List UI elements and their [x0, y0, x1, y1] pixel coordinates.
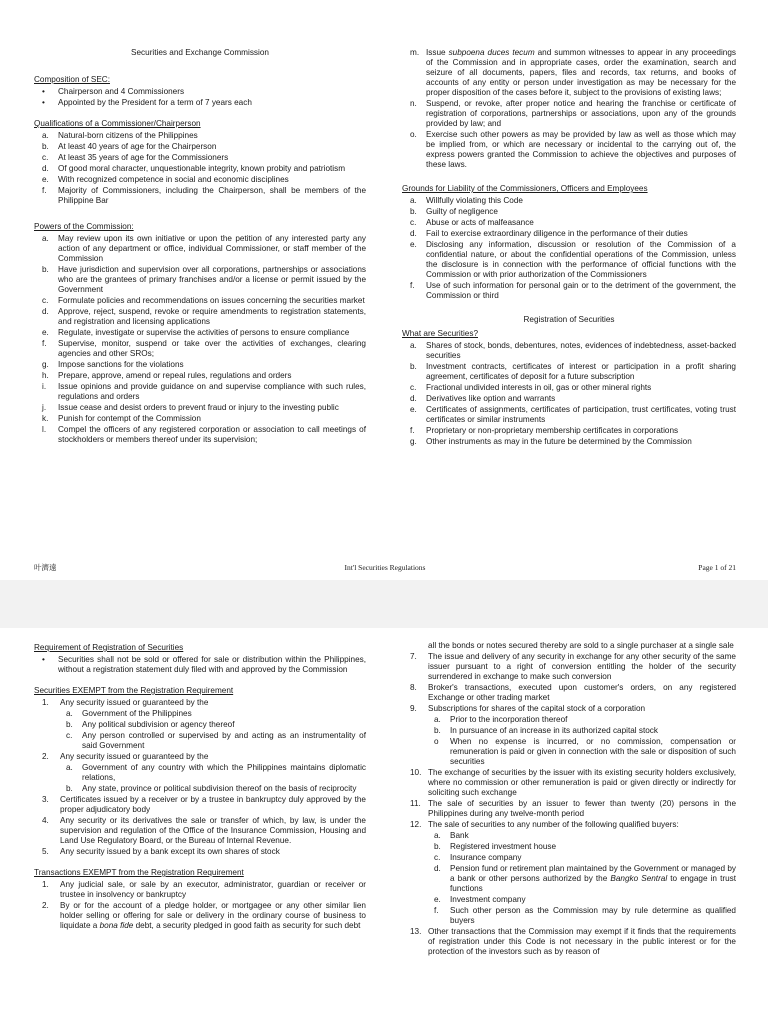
- page1-footer: [34, 563, 736, 575]
- page2-right-column: [402, 641, 736, 958]
- sub-list-item: [428, 726, 736, 736]
- footer-course: Int'l Securities Regulations: [344, 563, 426, 572]
- list-item: [402, 704, 736, 714]
- list-item-text: Securities shall not be sold or offered for sale or distribution within the Philippines, without a registration statement duly filed with and approved by the Commission: [58, 655, 366, 674]
- list-item: [402, 207, 736, 217]
- text-run: Prior to the incorporation thereof: [450, 715, 568, 724]
- list-marker: d.: [410, 229, 417, 238]
- list-marker: d.: [410, 394, 417, 403]
- requirement-section: [34, 643, 366, 675]
- list-marker: d.: [434, 864, 441, 873]
- list-item: [402, 405, 736, 425]
- list-item: [34, 175, 366, 185]
- list-item-text: Proprietary or non-proprietary membership certificates in corporations: [426, 426, 679, 435]
- list-item-text: At least 40 years of age for the Chairperson: [58, 142, 217, 151]
- list-marker: a.: [410, 341, 417, 350]
- requirement-list: [34, 655, 366, 675]
- list-marker: e.: [42, 328, 49, 337]
- liability-heading: Grounds for Liability of the Commissioners, Officers and Employees: [402, 184, 648, 193]
- sub-list-item: [428, 906, 736, 926]
- list-item-text: Certificates of assignments, certificates of participation, trust certificates, voting trust certificates or similar instruments: [426, 405, 736, 424]
- list-item-text: Other instruments as may in the future be determined by the Commission: [426, 437, 692, 446]
- list-item-text: Majority of Commissioners, including the Chairperson, shall be members of the Philippine Bar: [58, 186, 366, 205]
- list-marker: b.: [66, 784, 73, 793]
- list-item: [34, 98, 366, 108]
- list-marker: g.: [42, 360, 49, 369]
- text-run: Exercise such other powers as may be provided by law as well as those which may be implied from, or which are necessary or incidental to the carrying out of, the express powers granted the Commission to achieve the objectives and purposes of these laws.: [426, 130, 736, 169]
- page1-right-column: [402, 48, 736, 458]
- text-run: By or for the account of a pledge holder, or mortgagee or any other similar lien holder selling or offering for sale or delivery in the ordinary course of business to liquidate a: [60, 901, 366, 930]
- list-marker: k.: [42, 414, 49, 423]
- page-gap: [0, 580, 768, 628]
- list-marker: c.: [66, 731, 73, 740]
- list-marker: f.: [410, 281, 415, 290]
- list-item: [34, 816, 366, 846]
- list-item-text: [428, 652, 736, 682]
- list-item: [34, 795, 366, 815]
- sub-list-item: [428, 737, 736, 767]
- list-item-text: Any political subdivision or agency thereof: [82, 720, 235, 729]
- list-marker: 12.: [410, 820, 422, 829]
- list-item-text: [450, 853, 736, 863]
- list-item-text: [450, 715, 736, 725]
- list-marker: n.: [410, 99, 417, 108]
- list-item-text: Any person controlled or supervised by and acting as an instrumentality of said Government: [82, 731, 366, 750]
- transactions-continued-list: [402, 652, 736, 957]
- list-item-text: Derivatives like option and warrants: [426, 394, 556, 403]
- list-marker: f.: [434, 906, 439, 915]
- sub-list-item: [428, 842, 736, 852]
- list-item: [402, 383, 736, 393]
- exempt-securities-list: [34, 698, 366, 857]
- exempt-transactions-section: [34, 868, 366, 931]
- list-marker: c.: [42, 296, 49, 305]
- text-run: Any judicial sale, or sale by an executor, administrator, guardian or receiver or trustee in insolvency or bankruptcy: [60, 880, 366, 899]
- list-item-text: Chairperson and 4 Commissioners: [58, 87, 185, 96]
- list-item: [34, 339, 366, 359]
- list-marker: a.: [66, 763, 73, 772]
- list-item-text: Have jurisdiction and supervision over all corporations, partnerships or associations who are the grantees of primary franchises and/or a license or permit issued by the Government: [58, 265, 366, 294]
- securities-list: [402, 341, 736, 447]
- list-item-text: [450, 895, 736, 905]
- list-marker: c.: [410, 383, 417, 392]
- list-item: [34, 371, 366, 381]
- list-item-text: [428, 768, 736, 798]
- list-marker: 1.: [42, 698, 49, 707]
- securities-section: [402, 329, 736, 447]
- securities-heading: What are Securities?: [402, 329, 478, 338]
- list-item-text: Of good moral character, unquestionable integrity, known probity and patriotism: [58, 164, 346, 173]
- list-marker: e.: [410, 240, 417, 249]
- list-item: [34, 307, 366, 327]
- list-marker: a.: [434, 831, 441, 840]
- list-item: [34, 328, 366, 338]
- list-marker: 7.: [410, 652, 417, 661]
- list-marker: g.: [410, 437, 417, 446]
- sub-list: [34, 709, 366, 751]
- sub-list-item: [428, 715, 736, 725]
- list-marker: c.: [434, 853, 441, 862]
- list-item: [402, 927, 736, 957]
- list-item-text: Issue opinions and provide guidance on and supervise compliance with such rules, regulations and orders: [58, 382, 366, 401]
- list-item-text: [428, 704, 736, 714]
- list-item: [402, 437, 736, 447]
- list-marker: f.: [410, 426, 415, 435]
- list-item: [402, 281, 736, 301]
- list-item: [34, 265, 366, 295]
- list-item-text: [450, 831, 736, 841]
- list-item-text: Shares of stock, bonds, debentures, notes, evidences of indebtedness, asset-backed securities: [426, 341, 736, 360]
- list-marker: •: [42, 87, 45, 96]
- list-marker: m.: [410, 48, 420, 57]
- footer-page-number: Page 1 of 21: [698, 563, 736, 572]
- list-marker: i.: [42, 382, 47, 391]
- list-item: [402, 130, 736, 170]
- powers-heading: Powers of the Commission:: [34, 222, 134, 231]
- list-marker: 10.: [410, 768, 422, 777]
- list-marker: 13.: [410, 927, 422, 936]
- list-item-text: With recognized competence in social and economic disciplines: [58, 175, 289, 184]
- list-item: [34, 901, 366, 931]
- list-marker: d.: [42, 164, 49, 173]
- text-run: Issue: [426, 48, 449, 57]
- emphasis-text: subpoena duces tecum: [448, 48, 535, 57]
- list-marker: a.: [410, 196, 417, 205]
- list-marker: b.: [42, 265, 49, 274]
- list-item-text: At least 35 years of age for the Commissioners: [58, 153, 229, 162]
- list-item: [402, 229, 736, 239]
- list-marker: l.: [42, 425, 47, 434]
- list-item: [402, 820, 736, 830]
- list-item-text: [428, 799, 736, 819]
- list-item: [34, 131, 366, 141]
- list-item-text: Guilty of negligence: [426, 207, 498, 216]
- list-marker: 1.: [42, 880, 49, 889]
- requirement-heading: Requirement of Registration of Securities: [34, 643, 184, 652]
- text-run: Subscriptions for shares of the capital stock of a corporation: [428, 704, 646, 713]
- list-item-text: Approve, reject, suspend, revoke or require amendments to registration statements, and registration and licensing applications: [58, 307, 366, 326]
- list-marker: 9.: [410, 704, 417, 713]
- list-item-text: [426, 48, 736, 98]
- list-item: [34, 296, 366, 306]
- list-marker: a.: [42, 131, 49, 140]
- list-item: [402, 48, 736, 98]
- exempt-transactions-heading: Transactions EXEMPT from the Registration Requirement: [34, 868, 244, 877]
- list-item-text: [428, 927, 736, 957]
- sub-list: [34, 763, 366, 794]
- list-item-text: [450, 842, 736, 852]
- list-item: [34, 87, 366, 97]
- qualifications-heading: Qualifications of a Commissioner/Chairperson: [34, 119, 201, 128]
- list-marker: 5.: [42, 847, 49, 856]
- sub-list-item: [428, 895, 736, 905]
- list-item: [34, 655, 366, 675]
- list-item-text: Any security or its derivatives the sale or transfer of which, by law, is under the supervision and regulation of the Office of the Insurance Commission, Housing and Land Use Regulatory Board, or the Bureau of Internal Revenue.: [60, 816, 366, 845]
- list-item-text: [428, 683, 736, 703]
- list-item-text: Willfully violating this Code: [426, 196, 523, 205]
- sub-list-item: [60, 720, 366, 730]
- list-item: [402, 196, 736, 206]
- powers-continued-list: [402, 48, 736, 170]
- list-item-text: Formulate policies and recommendations on issues concerning the securities market: [58, 296, 365, 305]
- list-item: [34, 164, 366, 174]
- list-item-text: Punish for contempt of the Commission: [58, 414, 201, 423]
- footer-author: 叶濟遠: [34, 563, 57, 572]
- list-marker: o.: [410, 130, 417, 139]
- list-marker: 2.: [42, 901, 49, 910]
- list-marker: b.: [434, 726, 441, 735]
- list-item-text: Any security issued or guaranteed by the: [60, 752, 209, 761]
- list-marker: 3.: [42, 795, 49, 804]
- list-item-text: Government of the Philippines: [82, 709, 192, 718]
- sub-list-item: [60, 763, 366, 783]
- list-marker: c.: [42, 153, 49, 162]
- list-item-text: Government of any country with which the Philippines maintains diplomatic relations,: [82, 763, 366, 782]
- text-run: Pension fund or retirement plan maintained by the Government or managed by a bank or other persons authorized by the: [450, 864, 736, 883]
- sub-list-item: [428, 864, 736, 894]
- text-run: to engage in trust functions: [450, 874, 736, 893]
- list-marker: e.: [434, 895, 441, 904]
- composition-list: [34, 87, 366, 108]
- list-marker: b.: [410, 207, 417, 216]
- sub-list-item: [428, 831, 736, 841]
- exempt-securities-section: [34, 686, 366, 857]
- text-run: When no expense is incurred, or no commission, compensation or remuneration is paid or given in connection with the sale or disposition of such securities: [450, 737, 736, 766]
- list-item: [34, 752, 366, 762]
- list-item: [402, 99, 736, 129]
- text-run: The issue and delivery of any security in exchange for any other security of the same issuer pursuant to a right of conversion entitling the holder of the security surrendered in exchange to make such conversion: [428, 652, 736, 681]
- text-run: Investment company: [450, 895, 526, 904]
- list-item-text: [450, 906, 736, 926]
- text-run: In pursuance of an increase in its authorized capital stock: [450, 726, 658, 735]
- composition-heading: Composition of SEC:: [34, 75, 110, 84]
- list-item-text: Regulate, investigate or supervise the activities of persons to ensure compliance: [58, 328, 350, 337]
- list-item-text: [426, 99, 736, 129]
- list-marker: j.: [42, 403, 47, 412]
- composition-section: [34, 75, 366, 108]
- sub-list: [402, 715, 736, 767]
- list-item-text: Impose sanctions for the violations: [58, 360, 184, 369]
- list-item: [402, 394, 736, 404]
- list-item-text: Fractional undivided interests in oil, gas or other mineral rights: [426, 383, 652, 392]
- list-item-text: Any security issued or guaranteed by the: [60, 698, 209, 707]
- list-item: [402, 652, 736, 682]
- list-item: [402, 683, 736, 703]
- list-item-text: Compel the officers of any registered corporation or association to call meetings of stockholders or members thereof under its supervision;: [58, 425, 366, 444]
- list-item-text: [60, 901, 366, 931]
- list-item: [34, 142, 366, 152]
- text-run: Registered investment house: [450, 842, 557, 851]
- list-marker: 4.: [42, 816, 49, 825]
- list-item-text: Abuse or acts of malfeasance: [426, 218, 534, 227]
- list-item: [34, 403, 366, 413]
- list-item-text: Any security issued by a bank except its own shares of stock: [60, 847, 280, 856]
- list-marker: b.: [66, 720, 73, 729]
- list-item-text: [450, 737, 736, 767]
- list-item-text: Issue cease and desist orders to prevent fraud or injury to the investing public: [58, 403, 339, 412]
- list-item: [402, 218, 736, 228]
- list-marker: c.: [410, 218, 417, 227]
- list-item-text: Any state, province or political subdivision thereof on the basis of reciprocity: [82, 784, 357, 793]
- list-item-text: Supervise, monitor, suspend or take over the activities of exchanges, clearing agencies and other SROs;: [58, 339, 366, 358]
- text-run: Other transactions that the Commission may exempt if it finds that the requirements of registration under this Code is not necessary in the public interest or for the protection of the investors such as by reason of: [428, 927, 736, 956]
- list-marker: h.: [42, 371, 49, 380]
- page2-left-column: [34, 643, 366, 942]
- list-item-text: [60, 880, 366, 900]
- list-marker: e.: [410, 405, 417, 414]
- list-marker: o: [434, 737, 439, 746]
- list-item: [402, 362, 736, 382]
- list-item: [402, 768, 736, 798]
- liability-list: [402, 196, 736, 301]
- text-run: Broker's transactions, executed upon customer's orders, on any registered Exchange or other trading market: [428, 683, 736, 702]
- page1-left-column: [34, 48, 366, 456]
- emphasis-text: bona fide: [99, 921, 134, 930]
- exempt-securities-heading: Securities EXEMPT from the Registration Requirement: [34, 686, 234, 695]
- list-item-text: Disclosing any information, discussion or resolution of the Commission of a confidential nature, or about the confidential operations of the Commission, unless the disclosure is in connection with the performance of official functions with the Commission or with prior authorization of the Commissioners: [426, 240, 736, 279]
- list-item-text: Prepare, approve, amend or repeal rules, regulations and orders: [58, 371, 292, 380]
- list-item: [34, 698, 366, 708]
- list-item: [402, 426, 736, 436]
- text-run: and summon witnesses to appear in any proceedings of the Commission and in appropriate cases, order the examination, search and seizure of all documents, papers, files and records, tax returns, and books of accounts of any entity or person under investigation as may be necessary for the proper disposition of the cases before it, subject to the provisions of existing laws;: [426, 48, 736, 97]
- qualifications-section: [34, 119, 366, 206]
- list-marker: b.: [42, 142, 49, 151]
- list-item-text: Use of such information for personal gain or to the detriment of the government, the Commission or third: [426, 281, 736, 300]
- text-run: Insurance company: [450, 853, 522, 862]
- text-run: Bank: [450, 831, 469, 840]
- list-item: [34, 234, 366, 264]
- list-item-text: [428, 820, 736, 830]
- list-item-text: Fail to exercise extraordinary diligence in the performance of their duties: [426, 229, 688, 238]
- exempt-transactions-list: [34, 880, 366, 931]
- sub-list-item: [60, 784, 366, 794]
- powers-section: [34, 222, 366, 445]
- list-item: [34, 360, 366, 370]
- text-run: debt, a security pledged in good faith as security for such debt: [133, 921, 361, 930]
- qualifications-list: [34, 131, 366, 206]
- text-run: Suspend, or revoke, after proper notice and hearing the franchise or certificate of registration of corporations, partnerships or associations, upon any of the grounds provided by law; and: [426, 99, 736, 128]
- list-marker: •: [42, 98, 45, 107]
- sec-title: Securities and Exchange Commission: [131, 48, 269, 57]
- list-marker: f.: [42, 186, 47, 195]
- list-item: [34, 414, 366, 424]
- list-item-text: [450, 864, 736, 894]
- continued-text: all the bonds or notes secured thereby are sold to a single purchaser at a single sale: [428, 641, 734, 650]
- list-marker: e.: [42, 175, 49, 184]
- list-marker: b.: [410, 362, 417, 371]
- list-item-text: [450, 726, 736, 736]
- list-item: [34, 847, 366, 857]
- list-item: [34, 186, 366, 206]
- emphasis-text: Bangko Sentral: [610, 874, 668, 883]
- list-item: [34, 425, 366, 445]
- text-run: The exchange of securities by the issuer with its existing security holders exclusively, where no commission or other remuneration is paid or given directly or indirectly for soliciting such exchange: [428, 768, 736, 797]
- powers-list: [34, 234, 366, 445]
- list-marker: d.: [42, 307, 49, 316]
- text-run: The sale of securities to any number of the following qualified buyers:: [428, 820, 679, 829]
- list-marker: f.: [42, 339, 47, 348]
- sub-list-item: [60, 709, 366, 719]
- list-item: [402, 240, 736, 280]
- list-marker: 8.: [410, 683, 417, 692]
- list-item: [34, 880, 366, 900]
- list-marker: 11.: [410, 799, 421, 808]
- sub-list: [402, 831, 736, 926]
- list-item-text: May review upon its own initiative or upon the petition of any interested party any action of any department or office, individual Commissioner, or staff member of the Commission: [58, 234, 366, 263]
- sub-list-item: [428, 853, 736, 863]
- list-item-text: Investment contracts, certificates of interest or participation in a profit sharing agreement, certificates of deposit for a future subscription: [426, 362, 736, 381]
- text-run: Such other person as the Commission may by rule determine as qualified buyers: [450, 906, 736, 925]
- text-run: The sale of securities by an issuer to fewer than twenty (20) persons in the Philippines during any twelve-month period: [428, 799, 736, 818]
- list-item-text: Appointed by the President for a term of 7 years each: [58, 98, 252, 107]
- list-marker: a.: [66, 709, 73, 718]
- list-item: [34, 153, 366, 163]
- list-item: [402, 341, 736, 361]
- list-item-text: Natural-born citizens of the Philippines: [58, 131, 198, 140]
- sub-list-item: [60, 731, 366, 751]
- list-marker: a.: [42, 234, 49, 243]
- list-marker: 2.: [42, 752, 49, 761]
- list-item-text: [426, 130, 736, 170]
- list-item: [402, 799, 736, 819]
- liability-section: [402, 184, 736, 301]
- list-marker: •: [42, 655, 45, 664]
- registration-title: Registration of Securities: [523, 315, 615, 324]
- list-item: [34, 382, 366, 402]
- list-marker: b.: [434, 842, 441, 851]
- list-item-text: Certificates issued by a receiver or by a trustee in bankruptcy duly approved by the proper adjudicatory body: [60, 795, 366, 814]
- list-marker: a.: [434, 715, 441, 724]
